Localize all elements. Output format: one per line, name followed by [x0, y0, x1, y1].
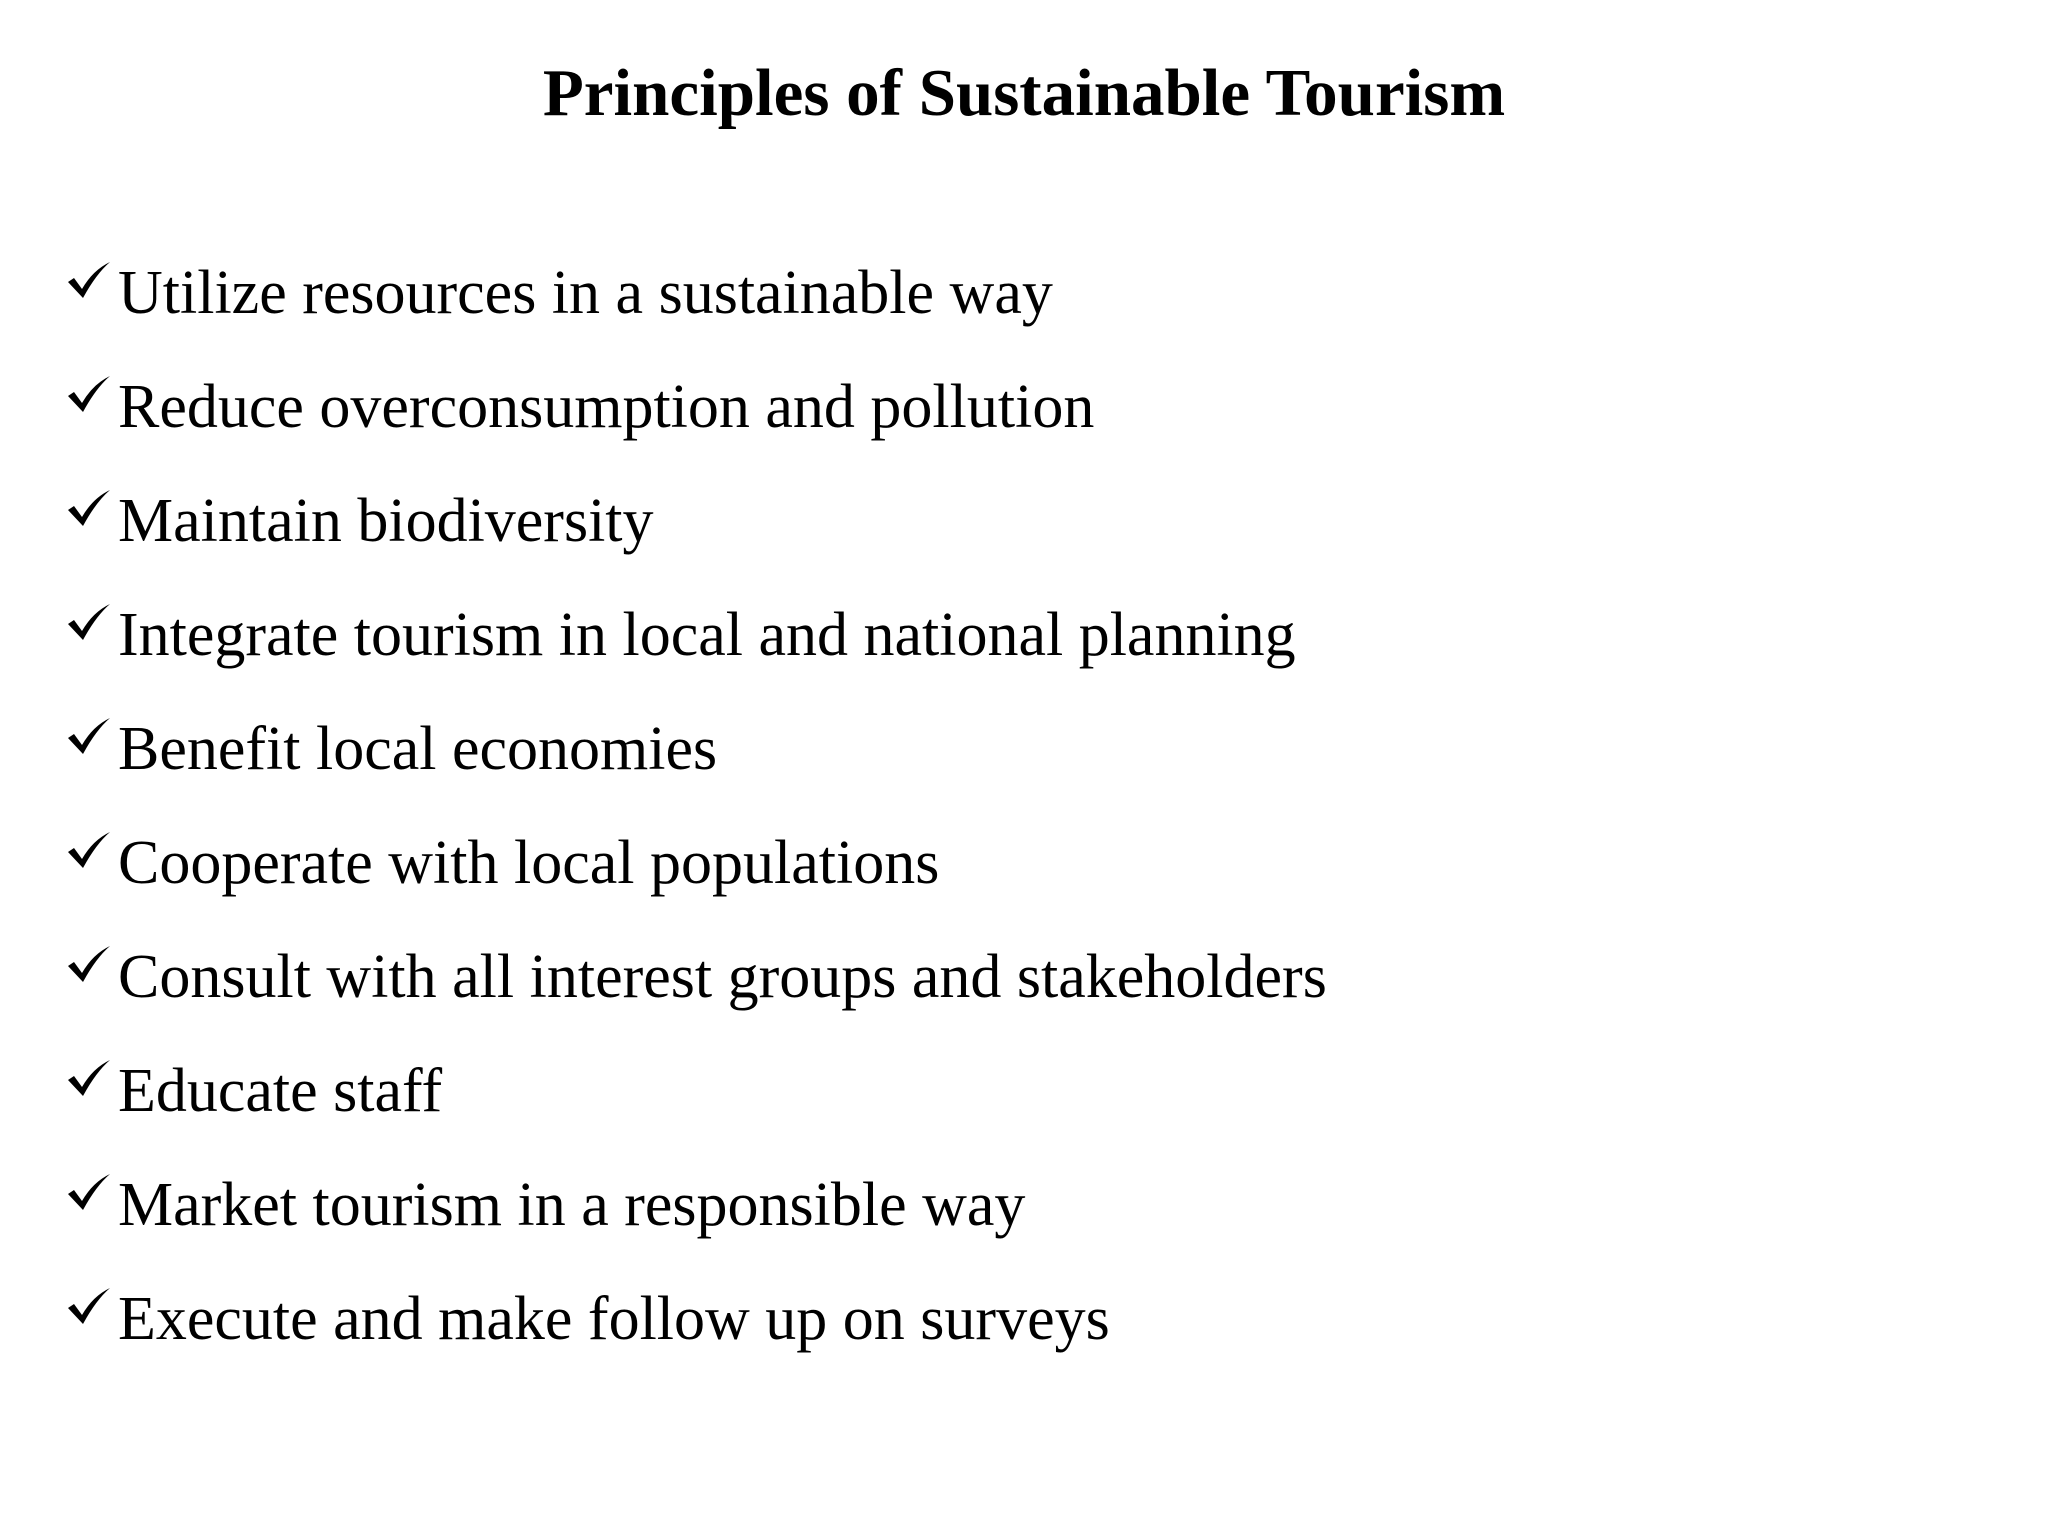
check-mark-icon [66, 1156, 118, 1270]
list-item [66, 1156, 1327, 1270]
check-mark-icon [66, 1042, 118, 1156]
list-item-label: Cooperate with local populations [118, 829, 940, 897]
list-item [66, 358, 1327, 472]
list-item-label: Maintain biodiversity [118, 487, 654, 555]
check-mark-icon [66, 700, 118, 814]
list-item-label: Benefit local economies [118, 715, 718, 783]
check-mark-icon [66, 1270, 118, 1384]
list-item-label: Reduce overconsumption and pollution [118, 373, 1095, 441]
check-mark-icon [66, 244, 118, 358]
check-mark-icon [66, 358, 118, 472]
list-item [66, 700, 1327, 814]
list-item [66, 244, 1327, 358]
list-item [66, 1270, 1327, 1384]
list-item [66, 928, 1327, 1042]
list-item-label: Utilize resources in a sustainable way [118, 259, 1053, 327]
check-mark-icon [66, 814, 118, 928]
check-mark-icon [66, 472, 118, 586]
list-item [66, 472, 1327, 586]
list-item-label: Educate staff [118, 1057, 443, 1125]
list-item-label: Consult with all interest groups and stakeholders [118, 943, 1327, 1011]
check-mark-icon [66, 586, 118, 700]
list-item [66, 586, 1327, 700]
list-item-label: Integrate tourism in local and national planning [118, 601, 1296, 669]
list-item [66, 814, 1327, 928]
list-item [66, 1042, 1327, 1156]
list-item-label: Execute and make follow up on surveys [118, 1285, 1110, 1353]
principles-list [66, 244, 1327, 1384]
slide-title: Principles of Sustainable Tourism [542, 56, 1506, 130]
check-mark-icon [66, 928, 118, 1042]
list-item-label: Market tourism in a responsible way [118, 1171, 1026, 1239]
